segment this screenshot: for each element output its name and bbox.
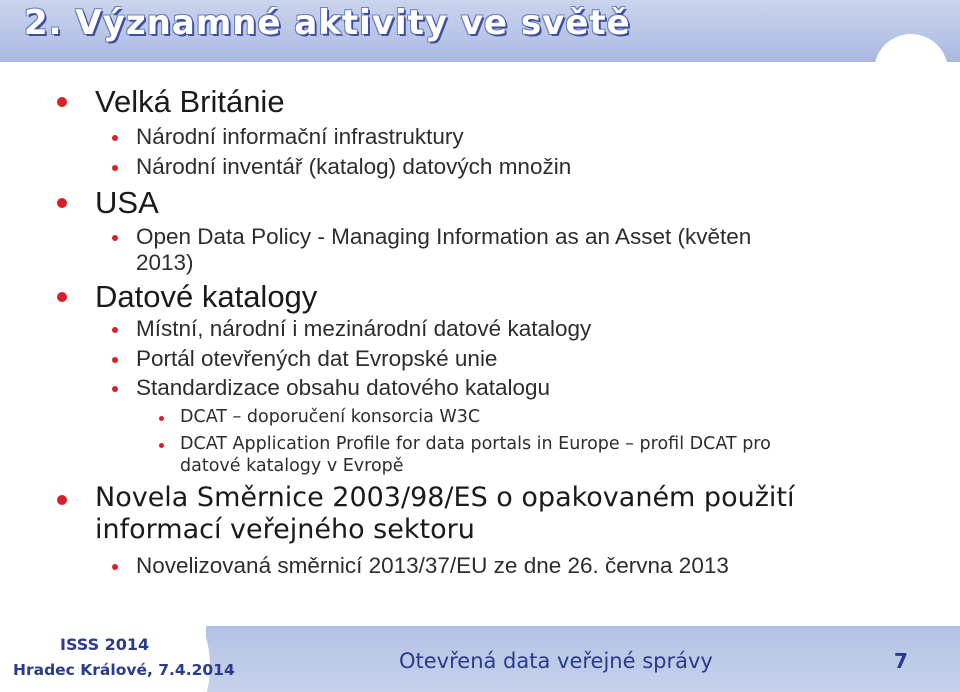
bullet-item: USA bbox=[95, 185, 159, 220]
footer-decoration bbox=[150, 626, 270, 692]
bullet-icon bbox=[57, 97, 67, 107]
footer-conference: ISSS 2014 bbox=[60, 635, 150, 654]
bullet-icon bbox=[112, 165, 118, 171]
bullet-icon bbox=[57, 495, 67, 505]
bullet-item: Novela Směrnice 2003/98/ES o opakovaném použití bbox=[95, 482, 795, 513]
bullet-icon bbox=[57, 198, 67, 208]
slide-title: 2. Významné aktivity ve světě bbox=[24, 3, 631, 43]
bullet-item-continuation: informací veřejného sektoru bbox=[95, 514, 475, 545]
bullet-item: Novelizovaná směrnicí 2013/37/EU ze dne 26. června 2013 bbox=[136, 553, 729, 578]
bullet-item: Datové katalogy bbox=[95, 279, 318, 314]
bullet-icon bbox=[112, 235, 118, 241]
bullet-item: Velká Británie bbox=[95, 84, 285, 119]
bullet-item: Portál otevřených dat Evropské unie bbox=[136, 346, 498, 371]
bullet-icon bbox=[112, 327, 118, 333]
page-number: 7 bbox=[894, 649, 908, 673]
bullet-icon bbox=[57, 292, 67, 302]
bullet-icon bbox=[112, 357, 118, 363]
bullet-item: DCAT – doporučení konsorcia W3C bbox=[180, 407, 481, 427]
bullet-icon bbox=[159, 416, 164, 421]
bullet-item: Národní inventář (katalog) datových množin bbox=[136, 154, 572, 179]
bullet-icon bbox=[159, 443, 164, 448]
bullet-item: DCAT Application Profile for data portals in Europe – profil DCAT pro bbox=[180, 434, 771, 454]
bullet-item: Místní, národní i mezinárodní datové katalogy bbox=[136, 316, 592, 341]
footer-place-date: Hradec Králové, 7.4.2014 bbox=[13, 661, 235, 679]
bullet-icon bbox=[112, 386, 118, 392]
bullet-item-continuation: 2013) bbox=[136, 250, 194, 275]
bullet-item: Open Data Policy - Managing Information as an Asset (květen bbox=[136, 224, 752, 249]
bullet-item: Národní informační infrastruktury bbox=[136, 124, 464, 149]
bullet-icon bbox=[112, 135, 118, 141]
bullet-icon bbox=[112, 564, 118, 570]
bullet-item-continuation: datové katalogy v Evropě bbox=[180, 456, 404, 476]
bullet-item: Standardizace obsahu datového katalogu bbox=[136, 375, 551, 400]
footer-title: Otevřená data veřejné správy bbox=[399, 649, 713, 673]
